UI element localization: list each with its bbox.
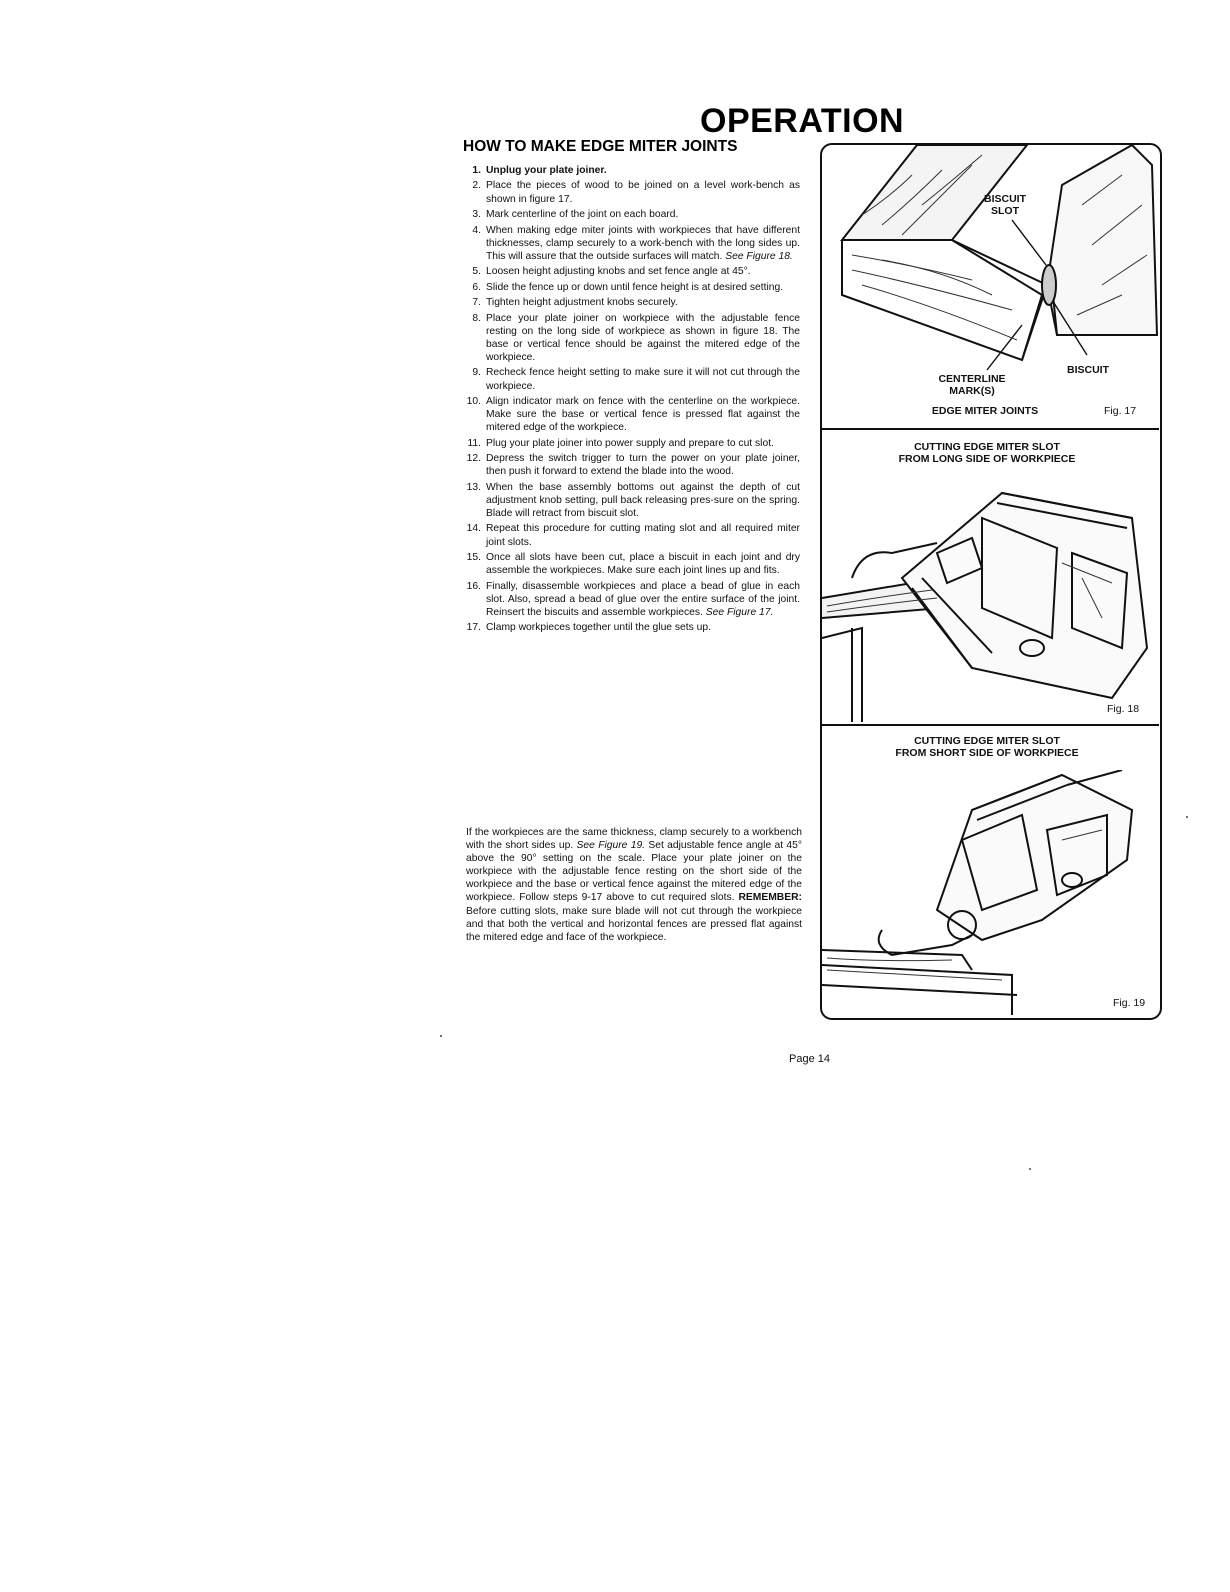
step-number: 15. <box>466 552 481 563</box>
figure-divider <box>821 724 1159 726</box>
same-thickness-paragraph <box>466 826 802 944</box>
step-item <box>466 265 800 278</box>
step-text: Slide the fence up or down until fence height is at desired setting. <box>486 281 784 293</box>
label-line: SLOT <box>991 205 1019 217</box>
fig18-number: Fig. 18 <box>1107 703 1140 715</box>
step-item <box>466 312 800 364</box>
fig19-illustration <box>822 770 1158 1015</box>
caption-line: FROM SHORT SIDE OF WORKPIECE <box>895 747 1079 759</box>
fig17-caption: EDGE MITER JOINTS <box>931 405 1039 417</box>
step-text: Depress the switch trigger to turn the power on your plate joiner, then push it forward to extend the blade into the wood. <box>486 453 800 478</box>
step-text: Recheck fence height setting to make sure it will not cut through the workpiece. <box>486 367 800 392</box>
fig17-number: Fig. 17 <box>1104 405 1137 417</box>
centerline-label <box>922 373 1022 397</box>
step-text: Loosen height adjusting knobs and set fence angle at 45°. <box>486 266 751 278</box>
step-number: 17. <box>466 622 481 634</box>
figure-reference: See Figure 19. <box>576 840 646 852</box>
step-item <box>466 395 800 434</box>
figure-reference: See Figure 17. <box>705 606 774 618</box>
paragraph-text: Set adjustable fence angle at 45° above the 90° setting on the scale. Place your plate joiner on the workpiece with the adjustable fence resting on the short side of the workpiece and the base or vertical fence against the mitered edge of the workpiece. Follow steps 9-17 above to cut required slots. <box>466 840 802 904</box>
section-heading: HOW TO MAKE EDGE MITER JOINTS <box>463 138 738 155</box>
step-number: 16. <box>466 580 481 592</box>
caption-line: CUTTING EDGE MITER SLOT <box>914 441 1060 453</box>
step-item <box>466 164 800 177</box>
step-number: 11. <box>467 437 481 449</box>
figure-reference: See Figure 18. <box>725 250 793 262</box>
label-line: MARK(S) <box>949 385 995 397</box>
step-number: 7. <box>472 297 481 309</box>
paragraph-text: Before cutting slots, make sure blade will not cut through the workpiece and that both the vertical and horizontal fences are pressed flat against the mitered edge and face of the workpiece. <box>466 905 802 943</box>
scan-speck <box>1029 1168 1031 1170</box>
step-text: Finally, disassemble workpieces and place a bead of glue in each slot. Also, spread a bead of glue over the entire surface of the joint. Reinsert the biscuits and assemble workpieces. <box>486 580 800 618</box>
scan-speck <box>440 1035 442 1037</box>
page-title: OPERATION <box>700 102 905 140</box>
step-item <box>466 208 800 221</box>
step-text: Unplug your plate joiner. <box>486 165 607 176</box>
step-text: Place your plate joiner on workpiece with the adjustable fence resting on the long side of workpiece as shown in figure 18. The base or vertical fence should be against the mitered edge of the workpiece. <box>486 312 800 363</box>
step-number: 9. <box>472 367 481 379</box>
caption-line: CUTTING EDGE MITER SLOT <box>914 735 1060 747</box>
biscuit-label: BISCUIT <box>1067 364 1109 376</box>
step-number: 5. <box>472 266 481 278</box>
step-text: Mark centerline of the joint on each board. <box>486 209 679 221</box>
step-item <box>466 437 800 450</box>
step-text: Tighten height adjustment knobs securely. <box>486 297 678 309</box>
caption-line: FROM LONG SIDE OF WORKPIECE <box>898 453 1076 465</box>
fig19-number: Fig. 19 <box>1113 997 1146 1009</box>
step-text: Once all slots have been cut, place a biscuit in each joint and dry assemble the workpieces. Make sure each joint lines up and fits. <box>486 552 800 577</box>
step-text: Align indicator mark on fence with the centerline on the workpiece. Make sure the base or vertical fence is pressed flat against the mitered edge of the workpiece. <box>486 396 800 434</box>
step-number: 12. <box>466 453 481 465</box>
biscuit-slot-label <box>975 193 1035 217</box>
label-line: BISCUIT <box>984 193 1026 205</box>
step-number: 4. <box>472 224 481 236</box>
step-item <box>466 522 800 548</box>
fig18-caption <box>862 441 1112 465</box>
page-number: Page 14 <box>789 1053 830 1065</box>
step-number: 2. <box>472 180 481 192</box>
fig18-illustration <box>822 478 1158 722</box>
step-item <box>466 551 800 577</box>
step-item <box>466 580 800 619</box>
step-number: 1. <box>472 165 481 176</box>
step-item <box>466 224 800 263</box>
steps-list <box>466 164 800 637</box>
remember-label: REMEMBER: <box>738 892 802 904</box>
scan-speck <box>1186 816 1188 818</box>
step-item <box>466 481 800 520</box>
step-text: Clamp workpieces together until the glue sets up. <box>486 622 711 634</box>
step-text: When the base assembly bottoms out against the depth of cut adjustment knob setting, pull back releasing pres-sure on the spring. Blade will retract from biscuit slot. <box>486 481 800 519</box>
step-text: When making edge miter joints with workpieces that have different thicknesses, clamp securely to a work-bench with the long sides up. This will assure that the outside surfaces will match. <box>486 224 800 262</box>
step-item <box>466 296 800 309</box>
step-item <box>466 366 800 392</box>
step-text: Repeat this procedure for cutting mating slot and all required miter joint slots. <box>486 523 800 548</box>
step-text: Plug your plate joiner into power supply and prepare to cut slot. <box>486 437 774 449</box>
step-number: 3. <box>472 209 481 221</box>
label-line: CENTERLINE <box>938 373 1006 385</box>
step-item <box>466 621 800 634</box>
figure-divider <box>821 428 1159 430</box>
fig19-caption <box>862 735 1112 759</box>
step-item <box>466 281 800 294</box>
paragraph-text: If the workpieces are the same thickness, clamp securely to a workbench with the short sides up. <box>466 827 802 852</box>
step-item <box>466 179 800 205</box>
step-text: Place the pieces of wood to be joined on a level work-bench as shown in figure 17. <box>486 180 800 205</box>
step-number: 13. <box>466 481 481 493</box>
step-number: 8. <box>472 312 481 324</box>
step-number: 10. <box>466 396 481 408</box>
step-number: 6. <box>472 281 481 293</box>
step-item <box>466 452 800 478</box>
step-number: 14. <box>466 523 481 535</box>
